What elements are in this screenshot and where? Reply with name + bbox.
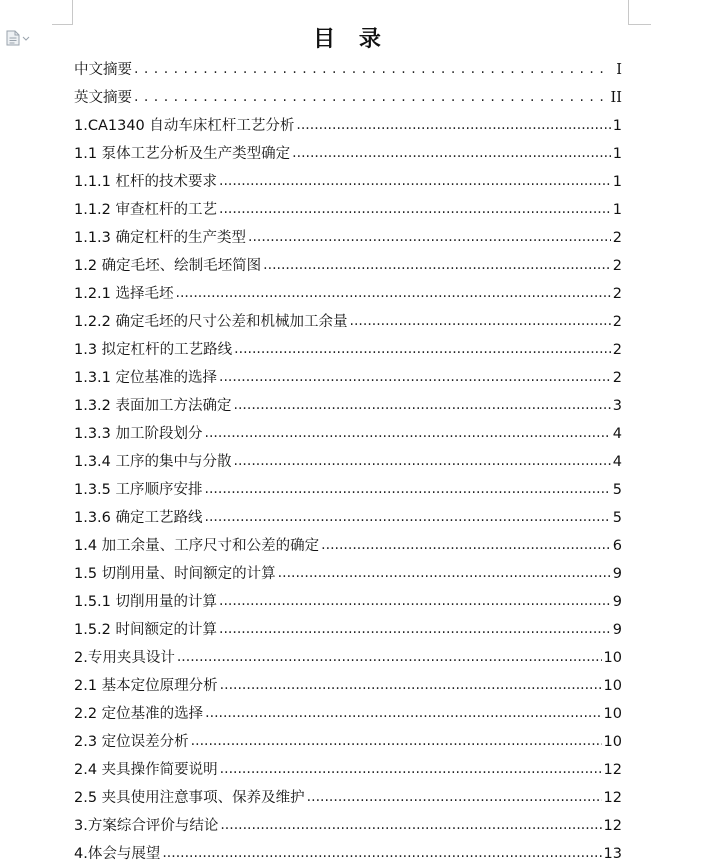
- toc-dot-leader: [191, 727, 602, 755]
- toc-dot-leader: [234, 447, 611, 475]
- toc-entry-label: 1.3.5 工序顺序安排: [74, 482, 203, 498]
- table-of-contents: [74, 56, 622, 868]
- toc-entry[interactable]: [74, 112, 622, 140]
- toc-entry-label: 1.2 确定毛坯、绘制毛坯简图: [74, 258, 262, 274]
- margin-corner-mark-left: [52, 0, 73, 25]
- toc-dot-leader: [205, 475, 611, 503]
- toc-entry[interactable]: [74, 672, 622, 700]
- toc-entry-page-number: 2: [612, 342, 622, 358]
- toc-entry[interactable]: [74, 224, 622, 252]
- toc-entry[interactable]: [74, 532, 622, 560]
- toc-entry-page-number: 13: [603, 846, 622, 862]
- toc-entry-page-number: 10: [603, 678, 622, 694]
- toc-entry[interactable]: [74, 588, 622, 616]
- toc-entry-label: 2.1 基本定位原理分析: [74, 678, 218, 694]
- toc-dot-leader: [134, 83, 603, 111]
- toc-entry[interactable]: [74, 196, 622, 224]
- toc-entry-label: 1.3.2 表面加工方法确定: [74, 398, 232, 414]
- toc-entry-page-number: 1: [612, 146, 622, 162]
- toc-entry-page-number: 2: [612, 314, 622, 330]
- toc-entry-page-number: 9: [612, 594, 622, 610]
- toc-dot-leader: [263, 251, 611, 279]
- toc-entry-label: 3.方案综合评价与结论: [74, 818, 219, 834]
- toc-entry[interactable]: [74, 420, 622, 448]
- toc-entry[interactable]: [74, 504, 622, 532]
- toc-dot-leader: [205, 419, 611, 447]
- toc-entry-page-number: 2: [612, 286, 622, 302]
- toc-dot-leader: [234, 391, 611, 419]
- toc-entry-label: 1.3.3 加工阶段划分: [74, 426, 203, 442]
- toc-entry-page-number: 4: [612, 454, 622, 470]
- toc-entry[interactable]: [74, 364, 622, 392]
- toc-entry[interactable]: [74, 644, 622, 672]
- toc-entry[interactable]: [74, 56, 622, 84]
- toc-entry-page-number: II: [610, 90, 622, 106]
- toc-entry-page-number: 10: [603, 650, 622, 666]
- toc-dot-leader: [220, 671, 602, 699]
- toc-entry-label: 1.1.3 确定杠杆的生产类型: [74, 230, 247, 246]
- toc-entry-label: 2.3 定位误差分析: [74, 734, 189, 750]
- toc-dot-leader: [248, 223, 611, 251]
- toc-entry-label: 2.5 夹具使用注意事项、保养及维护: [74, 790, 305, 806]
- toc-entry-label: 1.5.1 切削用量的计算: [74, 594, 218, 610]
- toc-entry-label: 1.3 拟定杠杆的工艺路线: [74, 342, 233, 358]
- toc-entry[interactable]: [74, 392, 622, 420]
- toc-entry[interactable]: [74, 700, 622, 728]
- toc-entry-label: 1.2.1 选择毛坯: [74, 286, 174, 302]
- toc-entry-label: 2.专用夹具设计: [74, 650, 175, 666]
- toc-entry-label: 1.1.1 杠杆的技术要求: [74, 174, 218, 190]
- toc-entry-label: 4.体会与展望: [74, 846, 161, 862]
- toc-entry-page-number: 1: [612, 202, 622, 218]
- page-title: 目 录: [313, 26, 389, 52]
- toc-entry-label: 1.5 切削用量、时间额定的计算: [74, 566, 276, 582]
- toc-dot-leader: [134, 55, 608, 83]
- toc-entry[interactable]: [74, 840, 622, 868]
- toc-dot-leader: [219, 615, 611, 643]
- toc-entry[interactable]: [74, 336, 622, 364]
- toc-entry-page-number: 6: [612, 538, 622, 554]
- toc-entry[interactable]: [74, 728, 622, 756]
- toc-entry-page-number: 2: [612, 370, 622, 386]
- toc-entry-label: 1.3.4 工序的集中与分散: [74, 454, 232, 470]
- toc-entry-page-number: 12: [603, 762, 622, 778]
- toc-dot-leader: [219, 363, 611, 391]
- toc-entry-label: 中文摘要: [74, 62, 132, 78]
- toc-entry-page-number: 9: [612, 622, 622, 638]
- toc-dot-leader: [162, 839, 601, 867]
- toc-entry[interactable]: [74, 84, 622, 112]
- toc-dot-leader: [219, 195, 611, 223]
- toc-entry-page-number: 2: [612, 258, 622, 274]
- toc-dot-leader: [234, 335, 611, 363]
- toc-dot-leader: [177, 643, 602, 671]
- toc-entry[interactable]: [74, 252, 622, 280]
- toc-entry-label: 2.2 定位基准的选择: [74, 706, 204, 722]
- toc-entry[interactable]: [74, 168, 622, 196]
- toc-entry[interactable]: [74, 140, 622, 168]
- toc-dot-leader: [292, 139, 611, 167]
- toc-dot-leader: [176, 279, 611, 307]
- toc-entry-label: 1.5.2 时间额定的计算: [74, 622, 218, 638]
- toc-dot-leader: [307, 783, 602, 811]
- toc-entry[interactable]: [74, 476, 622, 504]
- toc-entry-page-number: 5: [612, 482, 622, 498]
- toc-entry[interactable]: [74, 448, 622, 476]
- toc-entry-label: 1.3.6 确定工艺路线: [74, 510, 203, 526]
- toc-dot-leader: [205, 699, 601, 727]
- toc-entry-page-number: 1: [612, 174, 622, 190]
- toc-dot-leader: [350, 307, 611, 335]
- toc-entry[interactable]: [74, 812, 622, 840]
- toc-entry-page-number: 10: [603, 734, 622, 750]
- toc-entry-label: 1.4 加工余量、工序尺寸和公差的确定: [74, 538, 320, 554]
- toc-dot-leader: [321, 531, 611, 559]
- toc-dot-leader: [278, 559, 611, 587]
- toc-entry-page-number: 12: [603, 790, 622, 806]
- toc-entry-label: 1.3.1 定位基准的选择: [74, 370, 218, 386]
- toc-entry-label: 2.4 夹具操作简要说明: [74, 762, 218, 778]
- toc-entry-label: 1.1.2 审查杠杆的工艺: [74, 202, 218, 218]
- toc-entry-page-number: 4: [612, 426, 622, 442]
- toc-dot-leader: [220, 755, 602, 783]
- toc-entry-page-number: 2: [612, 230, 622, 246]
- toc-dot-leader: [296, 111, 610, 139]
- toc-entry-label: 英文摘要: [74, 90, 132, 106]
- toc-entry-label: 1.1 泵体工艺分析及生产类型确定: [74, 146, 291, 162]
- toc-entry[interactable]: [74, 784, 622, 812]
- margin-corner-mark-right: [628, 0, 651, 25]
- toc-entry-page-number: 1: [612, 118, 622, 134]
- toc-entry-page-number: 9: [612, 566, 622, 582]
- toc-dot-leader: [219, 167, 611, 195]
- toc-entry[interactable]: [74, 308, 622, 336]
- toc-entry[interactable]: [74, 616, 622, 644]
- toc-entry-page-number: 12: [603, 818, 622, 834]
- toc-dot-leader: [219, 587, 611, 615]
- toc-entry-label: 1.2.2 确定毛坯的尺寸公差和机械加工余量: [74, 314, 348, 330]
- toc-entry[interactable]: [74, 280, 622, 308]
- toc-entry[interactable]: [74, 756, 622, 784]
- toc-dot-leader: [220, 811, 601, 839]
- toc-entry-page-number: I: [616, 62, 622, 78]
- toc-entry-page-number: 3: [612, 398, 622, 414]
- toc-entry-label: 1.CA1340 自动车床杠杆工艺分析: [74, 118, 295, 134]
- toc-entry[interactable]: [74, 560, 622, 588]
- toc-dot-leader: [205, 503, 611, 531]
- toc-entry-page-number: 10: [603, 706, 622, 722]
- toc-entry-page-number: 5: [612, 510, 622, 526]
